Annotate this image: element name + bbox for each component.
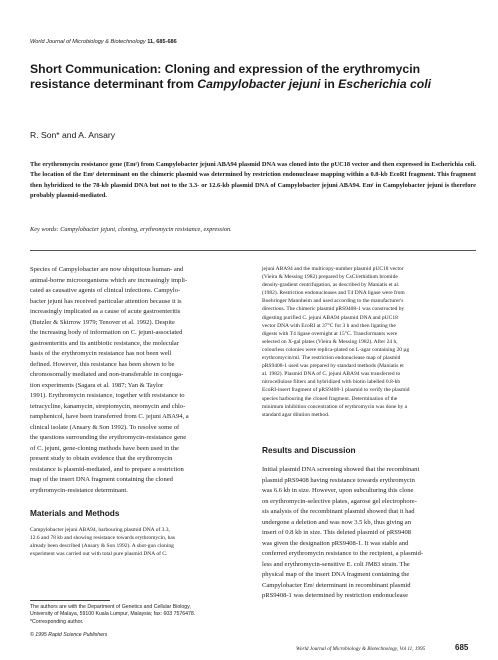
methods-text-right: jejuni ABA94 and the multicopy-number plasmid pUC18 vector (Vieira & Messing 1982) prepared by CsCl/ethidium bromide density-gradient centrifugation, as described by Maniatis et al. (1982). Restriction endonucleases and T4 DNA ligase were from Boehringer Mannheim and used according to the manufacturer's directions. The chimeric plasmid pRS9408-1 was constructed by digesting purified C. jejuni ABA94 plasmid DNA and pUC18 vector DNA with EcoRI at 37°C for 3 h and then ligating the digests with T4 ligase overnight at 15°C. Transformants were selected on X-gal plates (Vieira & Messing 1982). After 24 h, colourless colonies were replica-plated on L-agar containing 20 μg erythromycin/ml. The restriction endonuclease map of plasmid pRS9408-1 used was prepared by standard methods (Maniatis et al. 1982). Plasmid DNA of C. jejuni ABA94 was transferred to nitrocellulose filters and hybridized with biotin labelled 0.8-kb EcoRI-insert fragment of pRS9408-1 plasmid to verify the plasmid species harbouring the cloned fragment. Determination of the minimum inhibition concentration of erythromycin was done by a standard agar dilution method. xyxy=(262,266,410,418)
title-species2: Escherichia coli xyxy=(338,77,431,91)
keywords-text: Campylobacter jejuni, cloning, erythromycin resistance, expression. xyxy=(60,226,232,233)
footnote: The authors are with the Department of Genetics and Cellular Biology, University of Malaya, 59100 Kuala Lumpur, Malaysia; fax: 603 7576478. *Corresponding author. xyxy=(30,604,196,625)
footer-journal: World Journal of Microbiology & Biotechnology, Vol 11, 1995 xyxy=(296,646,426,652)
authors: R. Son* and A. Ansary xyxy=(30,130,116,140)
title-line2-prefix: resistance determinant from xyxy=(30,77,198,91)
article-title xyxy=(30,62,480,92)
keywords xyxy=(30,225,476,234)
abstract: The erythromycin resistance gene (Emʳ) from Campylobacter jejuni ABA94 plasmid DNA was cloned into the pUC18 vector and then expressed in Escherichia coli. The location of the Emʳ determinant on the chimeric plasmid was determined by restriction endonuclease mapping within a 0.8-kb EcoRI fragment. This fragment then hybridized to the 78-kb plasmid DNA but not to the 3.3- or 12.6-kb plasmid DNA of Campylobacter jejuni ABA94. Emʳ in Campylobacter jejuni is therefore probably plasmid-mediated. xyxy=(30,161,476,200)
title-in: in xyxy=(320,77,339,91)
journal-header xyxy=(30,39,177,45)
title-line1: Short Communication: Cloning and expression of the erythromycin xyxy=(30,62,421,76)
section-divider xyxy=(30,250,476,251)
copyright: © 1995 Rapid Science Publishers xyxy=(30,632,108,638)
results-heading: Results and Discussion xyxy=(262,445,356,455)
results-text: Initial plasmid DNA screening showed that the recombinant plasmid pRS9408 having resistance towards erythromycin was 6.6 kb in size. However, upon subculturing this clone on erythromycin-selective plates, agarose gel electrophore- sis analysis of the recombinant plasmid showed that it had undergone a deletion and was now 3.5 kb, thus giving an insert of 0.8 kb in size. This deleted plasmid of pRS9408 was given the designation pRS9408-1. It was stable and conferred erythromycin resistance to the recipient, a plasmid- less and erythromycin-sensitive E. coli JM83 strain. The physical map of the insert DNA fragment containing the Campylobacter Emʳ determinant in recombinant plasmid pRS9408-1 was determined by restriction endonuclease xyxy=(262,466,424,599)
title-species1: Campylobacter jejuni xyxy=(197,77,321,91)
methods-text-left: Campylobacter jejuni ABA94, harbouring plasmid DNA of 3.3, 12.6 and 78 kb and showing resistance towards erythromycin, has already been described (Ansary & Son 1992). A shot-gun cloning experiment was carried out with total pure plasmid DNA of C. xyxy=(30,527,175,558)
journal-name: World Journal of Microbiology & Biotechnology xyxy=(30,39,146,45)
methods-heading: Materials and Methods xyxy=(30,508,120,518)
introduction-text: Species of Campylobacter are now ubiquitous human- and animal-borne microorganisms which are increasingly impli- cated as causative agents of clinical infections. Campylo- bacter jejuni has received particular attention because it is increasingly implicated as a cause of acute gastroenteritis (Butzler & Skirrow 1979; Tenover et al. 1992). Despite the increasing body of information on C. jejuni-associated gastroenteritis and its antibiotic resistance, the molecular basis of the erythromycin resistance has not been well defined. However, this resistance has been shown to be chromosomally mediated and non-transferable in conjuga- tion experiments (Sagara et al. 1987; Yan & Taylor 1991). Erythromycin resistance, together with resistance to tetracycline, kanamycin, streptomycin, neomycin and chlo- ramphenicol, have been transferred from C. jejuni ABA94, a clinical isolate (Ansary & Son 1992). To resolve some of the questions surrounding the erythromycin-resistance gene of C. jejuni, gene-cloning methods have been used in the present study to obtain evidence that the erythromycin resistance is plasmid-mediated, and to prepare a restriction map of the insert DNA fragment containing the cloned erythromycin-resistance determinant. xyxy=(30,266,189,494)
page-number: 685 xyxy=(455,643,469,652)
keywords-label: Key words: xyxy=(30,226,59,233)
journal-volume: 11, 685-686 xyxy=(147,39,177,45)
footnote-divider xyxy=(30,600,110,601)
